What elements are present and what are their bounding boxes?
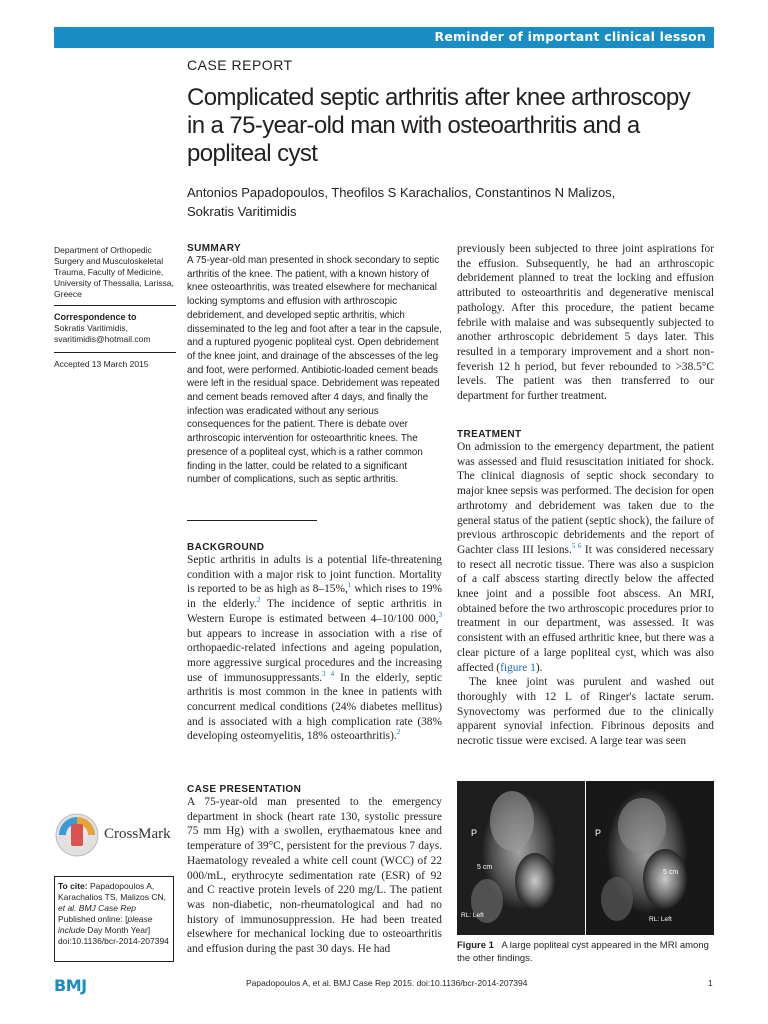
treatment-section — [457, 429, 714, 749]
mri-orientation: RL: Left — [649, 916, 672, 923]
footer-citation: Papadopoulos A, et al. BMJ Case Rep 2015. doi:10.1136/bcr-2014-207394 — [246, 978, 528, 988]
banner-text: Reminder of important clinical lesson — [434, 29, 706, 44]
mri-figure — [457, 781, 714, 935]
summary-text: A 75-year-old man presented in shock secondary to septic arthritis of the knee. The patient, with a known history of knee osteoarthritis, was treated elsewhere for mechanical locking symptoms and effusion with arthroscopic debridement, and developed septic arthritis, which disseminated to the leg and foot after a tear in the capsule, and a ruptured pyogenic popliteal cyst. Open debridement of the knee joint, and drainage of the abscesses of the leg and foot, were performed. Antibiotic-loaded cement beads were left in the residual space. Debridement was repeated and cement beads removed after 4 days, and finally the infection was eradicated without any serious consequences for the patient. There is debate over arthroscopic intervention for osteoarthritic knees. The presence of a popliteal cyst, which is a rather common finding in the latter, could be related to a significant number of complications, such as septic arthritis. — [187, 255, 442, 486]
reference[interactable]: 2 — [256, 596, 261, 605]
summary-divider — [187, 520, 317, 521]
summary-heading: SUMMARY — [187, 243, 242, 254]
authors-line-1: Antonios Papadopoulos, Theofilos S Karachalios, Constantinos N Malizos, — [187, 185, 616, 200]
figure-label: Figure 1 — [457, 940, 494, 951]
summary-section — [187, 243, 442, 487]
mri-label-p: P — [471, 828, 478, 838]
background-section — [187, 542, 442, 744]
section-banner — [54, 27, 714, 48]
article-type: CASE REPORT — [187, 57, 293, 73]
treatment-paragraph-2: The knee joint was purulent and washed out thoroughly with 12 L of Ringer's lactate serum. Synovectomy was performed due to the clinically apparent synovial infection. Fibrinous deposits and necrotic tissue were excised. A large tear was seen — [457, 676, 714, 748]
figure-caption — [457, 940, 714, 965]
affiliation: Department of Orthopedic Surgery and Musculoskeletal Trauma, Faculty of Medicine, University of Thessalia, Larissa, Greece — [54, 245, 174, 299]
page-number: 1 — [708, 978, 713, 988]
treatment-text: On admission to the emergency department, the patient was assessed and fluid resuscitation initiated for shock. The clinical diagnosis of septic shock secondary to major knee sepsis was performed. The decision for open arthrotomy and debridement was taken due to the general status of the patient (septic shock), the failure of previous arthroscopic debridements and the report of Gachter class III lesions.$^{5 6}$ It was considered necessary to resect all necrotic tissue. There was also a suspicion of a calf abscess starting directly below the affected knee joint and a possible foot abscess. An MRI, obtained before the two arthroscopic procedures prior to treatment in our department, was assessed. It was consistent with an effused arthritic knee, but there was a clear picture of a large popliteal cyst, which was also affected (figure 1). — [457, 441, 714, 674]
case-continued-text: previously been subjected to three joint aspirations for the effusion. Subsequently, he had an arthroscopic debridement planned to treat the locking and effusion attributed to osteoarthritis and degenerative meniscal pathology. After this procedure, the patient became febrile with malaise and was subsequently subjected to another arthroscopic debridement 5 days later. This resulted in a temporary improvement and a short non-feverish 12 h period, but fever rebounded to >38.5°C levels. The patient was then transferred to our department for further treatment. — [457, 243, 714, 403]
background-heading: BACKGROUND — [187, 542, 265, 553]
authors-line-2: Sokratis Varitimidis — [187, 204, 297, 219]
case-text: A 75-year-old man presented to the emergency department in shock (heart rate 130, systolic pressure 75 mm Hg) with a swollen, erythaematous knee and temperature of 39°C, persistent for the previous 7 days. Haematology revealed a white cell count (WCC) of 22 000/mL, erythrocyte sedimentation rate (ESR) of 92 and C reactive protein levels of 220 mg/L. The patient was non-diabetic, non-rheumatological and had no history of immunosuppression. He had been treated elsewhere for mechanical locking due to osteoarthritis and effusion during the past 30 days. He had — [187, 796, 442, 956]
divider — [54, 352, 176, 353]
correspondence — [54, 312, 176, 345]
mri-orientation: RL: Left — [461, 912, 484, 919]
mri-scale: 5 cm — [663, 869, 679, 876]
case-presentation-section — [187, 784, 442, 957]
article-title: Complicated septic arthritis after knee arthroscopy in a 75-year-old man with osteoarthritis and a popliteal cyst — [187, 84, 690, 167]
correspondence-name: Sokratis Varitimidis, — [54, 323, 128, 333]
citation-box: To cite: Papadopoulos A, Karachalios TS, Malizos CN, et al. BMJ Case Rep Published online: [please include Day Month Year] doi:10.1136/bcr-2014-207394 — [54, 876, 174, 962]
mri-label-p: P — [595, 828, 602, 838]
to-cite-heading: To cite: — [58, 881, 88, 891]
correspondence-heading: Correspondence to — [54, 312, 137, 322]
crossmark-icon — [54, 812, 100, 858]
mri-image — [457, 781, 714, 935]
background-text: Septic arthritis in adults is a potential life-threatening condition with a major risk to joint function. Mortality is reported to be as high as 8–15%,$^1$ which rises to 19% in the elderly.$^2$ The incidence of septic arthritis in Western Europe is estimated between 4–10/100 000,$^3$ but appears to increase in association with a rise of orthopaedic-related infections and ageing population, more aggressive surgical procedures and the increasing use of immunosuppressants.$^{3 4}$ In the elderly, septic arthritis is most common in the knee in patients with concurrent medical conditions (24% diabetes mellitus) and is associated with a high complication rate (38% developing osteomyelitis, 18% osteoarthritis).$^2$ — [187, 554, 443, 743]
mri-scale: 5 cm — [477, 864, 493, 871]
divider — [54, 305, 176, 306]
reference[interactable]: 1 — [347, 581, 352, 590]
case-continued — [457, 242, 714, 404]
crossmark-label: CrossMark — [104, 826, 171, 842]
bmj-logo: BMJ — [54, 976, 87, 995]
reference[interactable]: 3 — [438, 611, 442, 620]
reference[interactable]: 2 — [396, 728, 401, 737]
case-heading: CASE PRESENTATION — [187, 784, 302, 795]
accepted-date: Accepted 13 March 2015 — [54, 359, 149, 369]
figure-link[interactable]: figure 1 — [500, 661, 536, 674]
author-list — [187, 183, 657, 221]
correspondence-email[interactable]: svaritimidis@hotmail.com — [54, 334, 151, 344]
reference[interactable]: 3 4 — [322, 669, 335, 678]
crossmark-badge[interactable] — [54, 812, 176, 860]
figure-caption-text: A large popliteal cyst appeared in the MRI among the other findings. — [457, 940, 709, 964]
reference[interactable]: 5 6 — [571, 542, 582, 551]
treatment-heading: TREATMENT — [457, 429, 522, 440]
